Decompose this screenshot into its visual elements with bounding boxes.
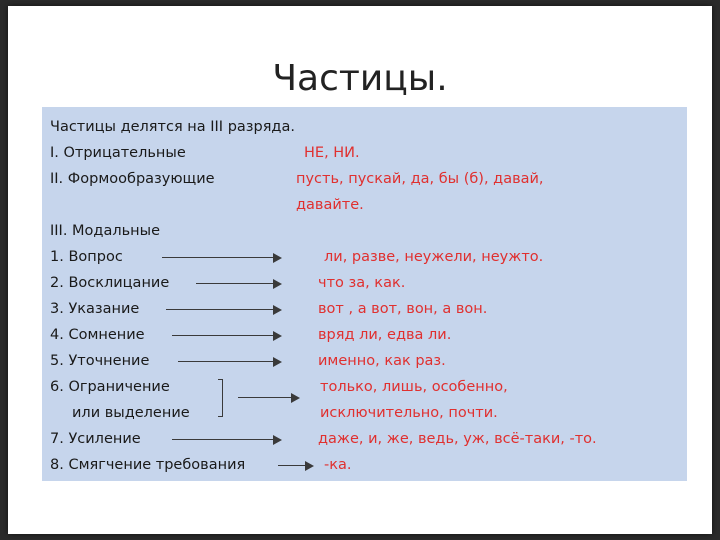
category-negative-label: I. Отрицательные: [50, 145, 186, 161]
modal-item-label-line1: 6. Ограничение: [50, 379, 170, 395]
modal-item-examples: что за, как.: [318, 275, 406, 291]
category-formative-examples-line2: давайте.: [296, 197, 364, 213]
modal-item-label-line2: или выделение: [72, 405, 190, 421]
modal-item-examples: именно, как раз.: [318, 353, 446, 369]
arrow-icon: [162, 253, 282, 263]
arrow-icon: [172, 435, 282, 445]
slide: [8, 6, 712, 534]
modal-item-label: 3. Указание: [50, 301, 140, 317]
modal-item-examples: -ка.: [324, 457, 352, 473]
modal-item-examples-line1: только, лишь, особенно,: [320, 379, 508, 395]
modal-item-examples: ли, разве, неужели, неужто.: [324, 249, 544, 265]
slide-title: Частицы.: [272, 58, 448, 99]
category-formative-examples-line1: пусть, пускай, да, бы (б), давай,: [296, 171, 544, 187]
arrow-icon: [172, 331, 282, 341]
modal-item-examples: вот , а вот, вон, а вон.: [318, 301, 488, 317]
intro-text: Частицы делятся на III разряда.: [50, 119, 295, 135]
arrow-icon: [178, 357, 282, 367]
bracket-icon: [218, 379, 223, 417]
modal-item-label: 1. Вопрос: [50, 249, 123, 265]
arrow-icon: [166, 305, 282, 315]
category-formative-label: II. Формообразующие: [50, 171, 215, 187]
modal-item-examples: вряд ли, едва ли.: [318, 327, 452, 343]
modal-item-examples: даже, и, же, ведь, уж, всё-таки, -то.: [318, 431, 597, 447]
modal-item-label: 5. Уточнение: [50, 353, 150, 369]
category-modal-label: III. Модальные: [50, 223, 161, 239]
modal-item-examples-line2: исключительно, почти.: [320, 405, 498, 421]
modal-item-label: 2. Восклицание: [50, 275, 170, 291]
arrow-icon: [196, 279, 282, 289]
category-negative-examples: НЕ, НИ.: [304, 145, 360, 161]
modal-item-label: 4. Сомнение: [50, 327, 145, 343]
modal-item-label: 8. Смягчение требования: [50, 457, 246, 473]
arrow-icon: [278, 461, 314, 471]
particles-table: [42, 107, 687, 481]
modal-item-label: 7. Усиление: [50, 431, 141, 447]
arrow-icon: [238, 393, 300, 403]
